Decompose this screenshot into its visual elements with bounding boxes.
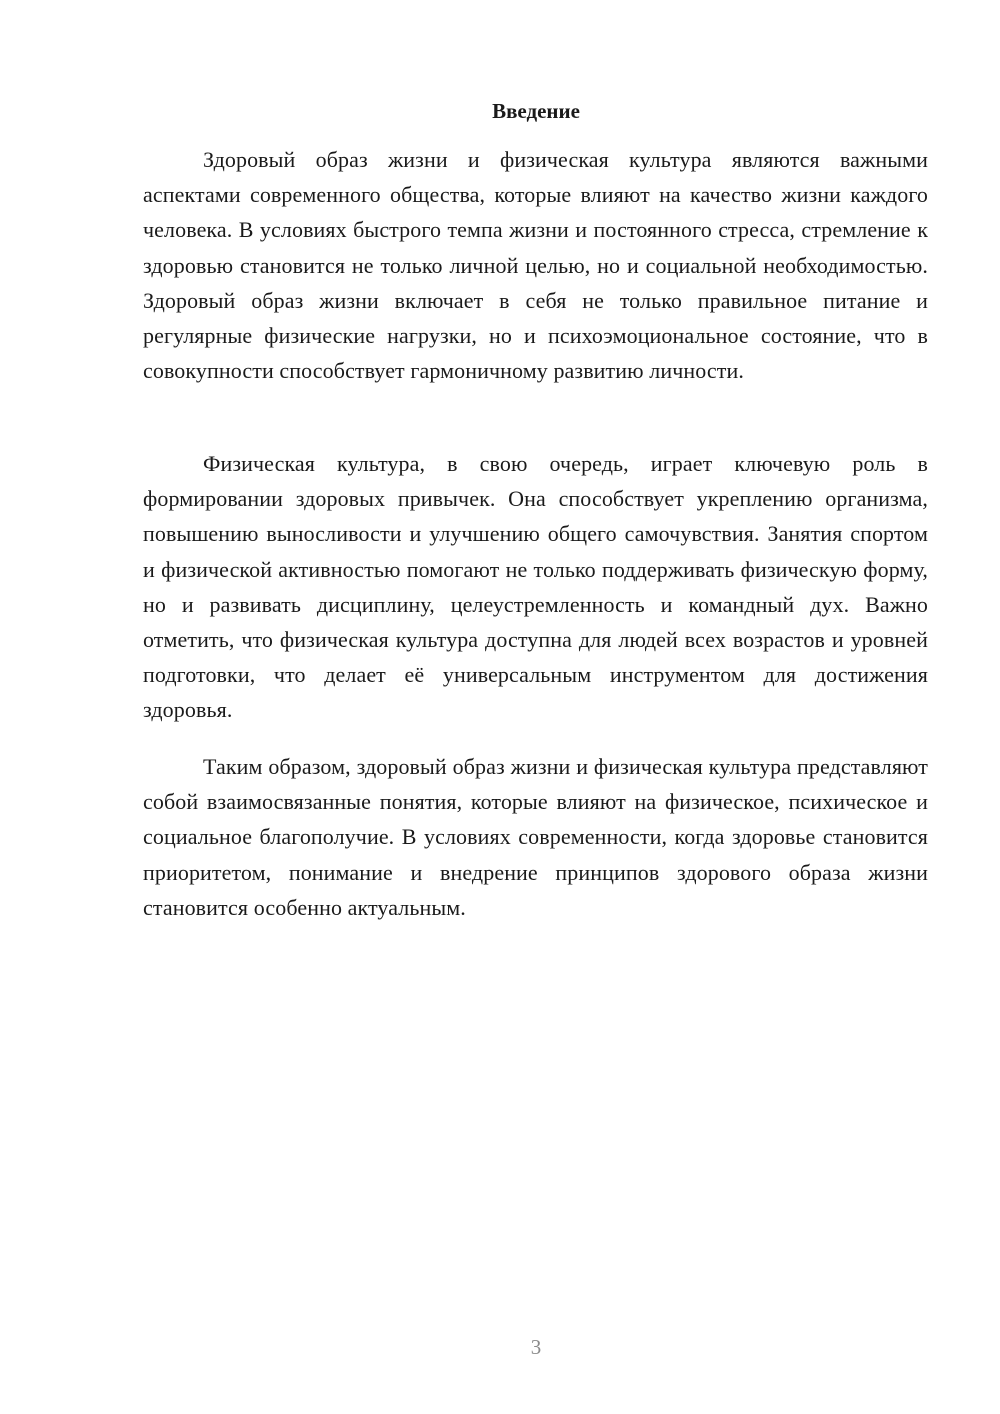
paragraph: Таким образом, здоровый образ жизни и физическая культура представляют собой взаимосвязанные понятия, которые влияют на физическое, психическое и социальное благополучие. В условиях современности, когда здоровье становится приоритетом, понимание и внедрение принципов здорового образа жизни становится особенно актуальным.: [143, 754, 928, 920]
page-number: 3: [530, 1335, 542, 1359]
paragraph: Физическая культура, в свою очередь, играет ключевую роль в формировании здоровых привычек. Она способствует укреплению организма, повышению выносливости и улучшению общего самочувствия. Занятия спортом и физической активностью помогают не только поддерживать физическую форму, но и развивать дисциплину, целеустремленность и командный дух. Важно отметить, что физическая культура доступна для людей всех возрастов и уровней подготовки, что делает её универсальным инструментом для достижения здоровья.: [143, 451, 928, 723]
paragraph: Здоровый образ жизни и физическая культура являются важными аспектами современного общества, которые влияют на качество жизни каждого человека. В условиях быстрого темпа жизни и постоянного стресса, стремление к здоровью становится не только личной целью, но и социальной необходимостью. Здоровый образ жизни включает в себя не только правильное питание и регулярные физические нагрузки, но и психоэмоциональное состояние, что в совокупности способствует гармоничному развитию личности.: [143, 147, 928, 384]
page-title: Введение: [492, 99, 580, 123]
